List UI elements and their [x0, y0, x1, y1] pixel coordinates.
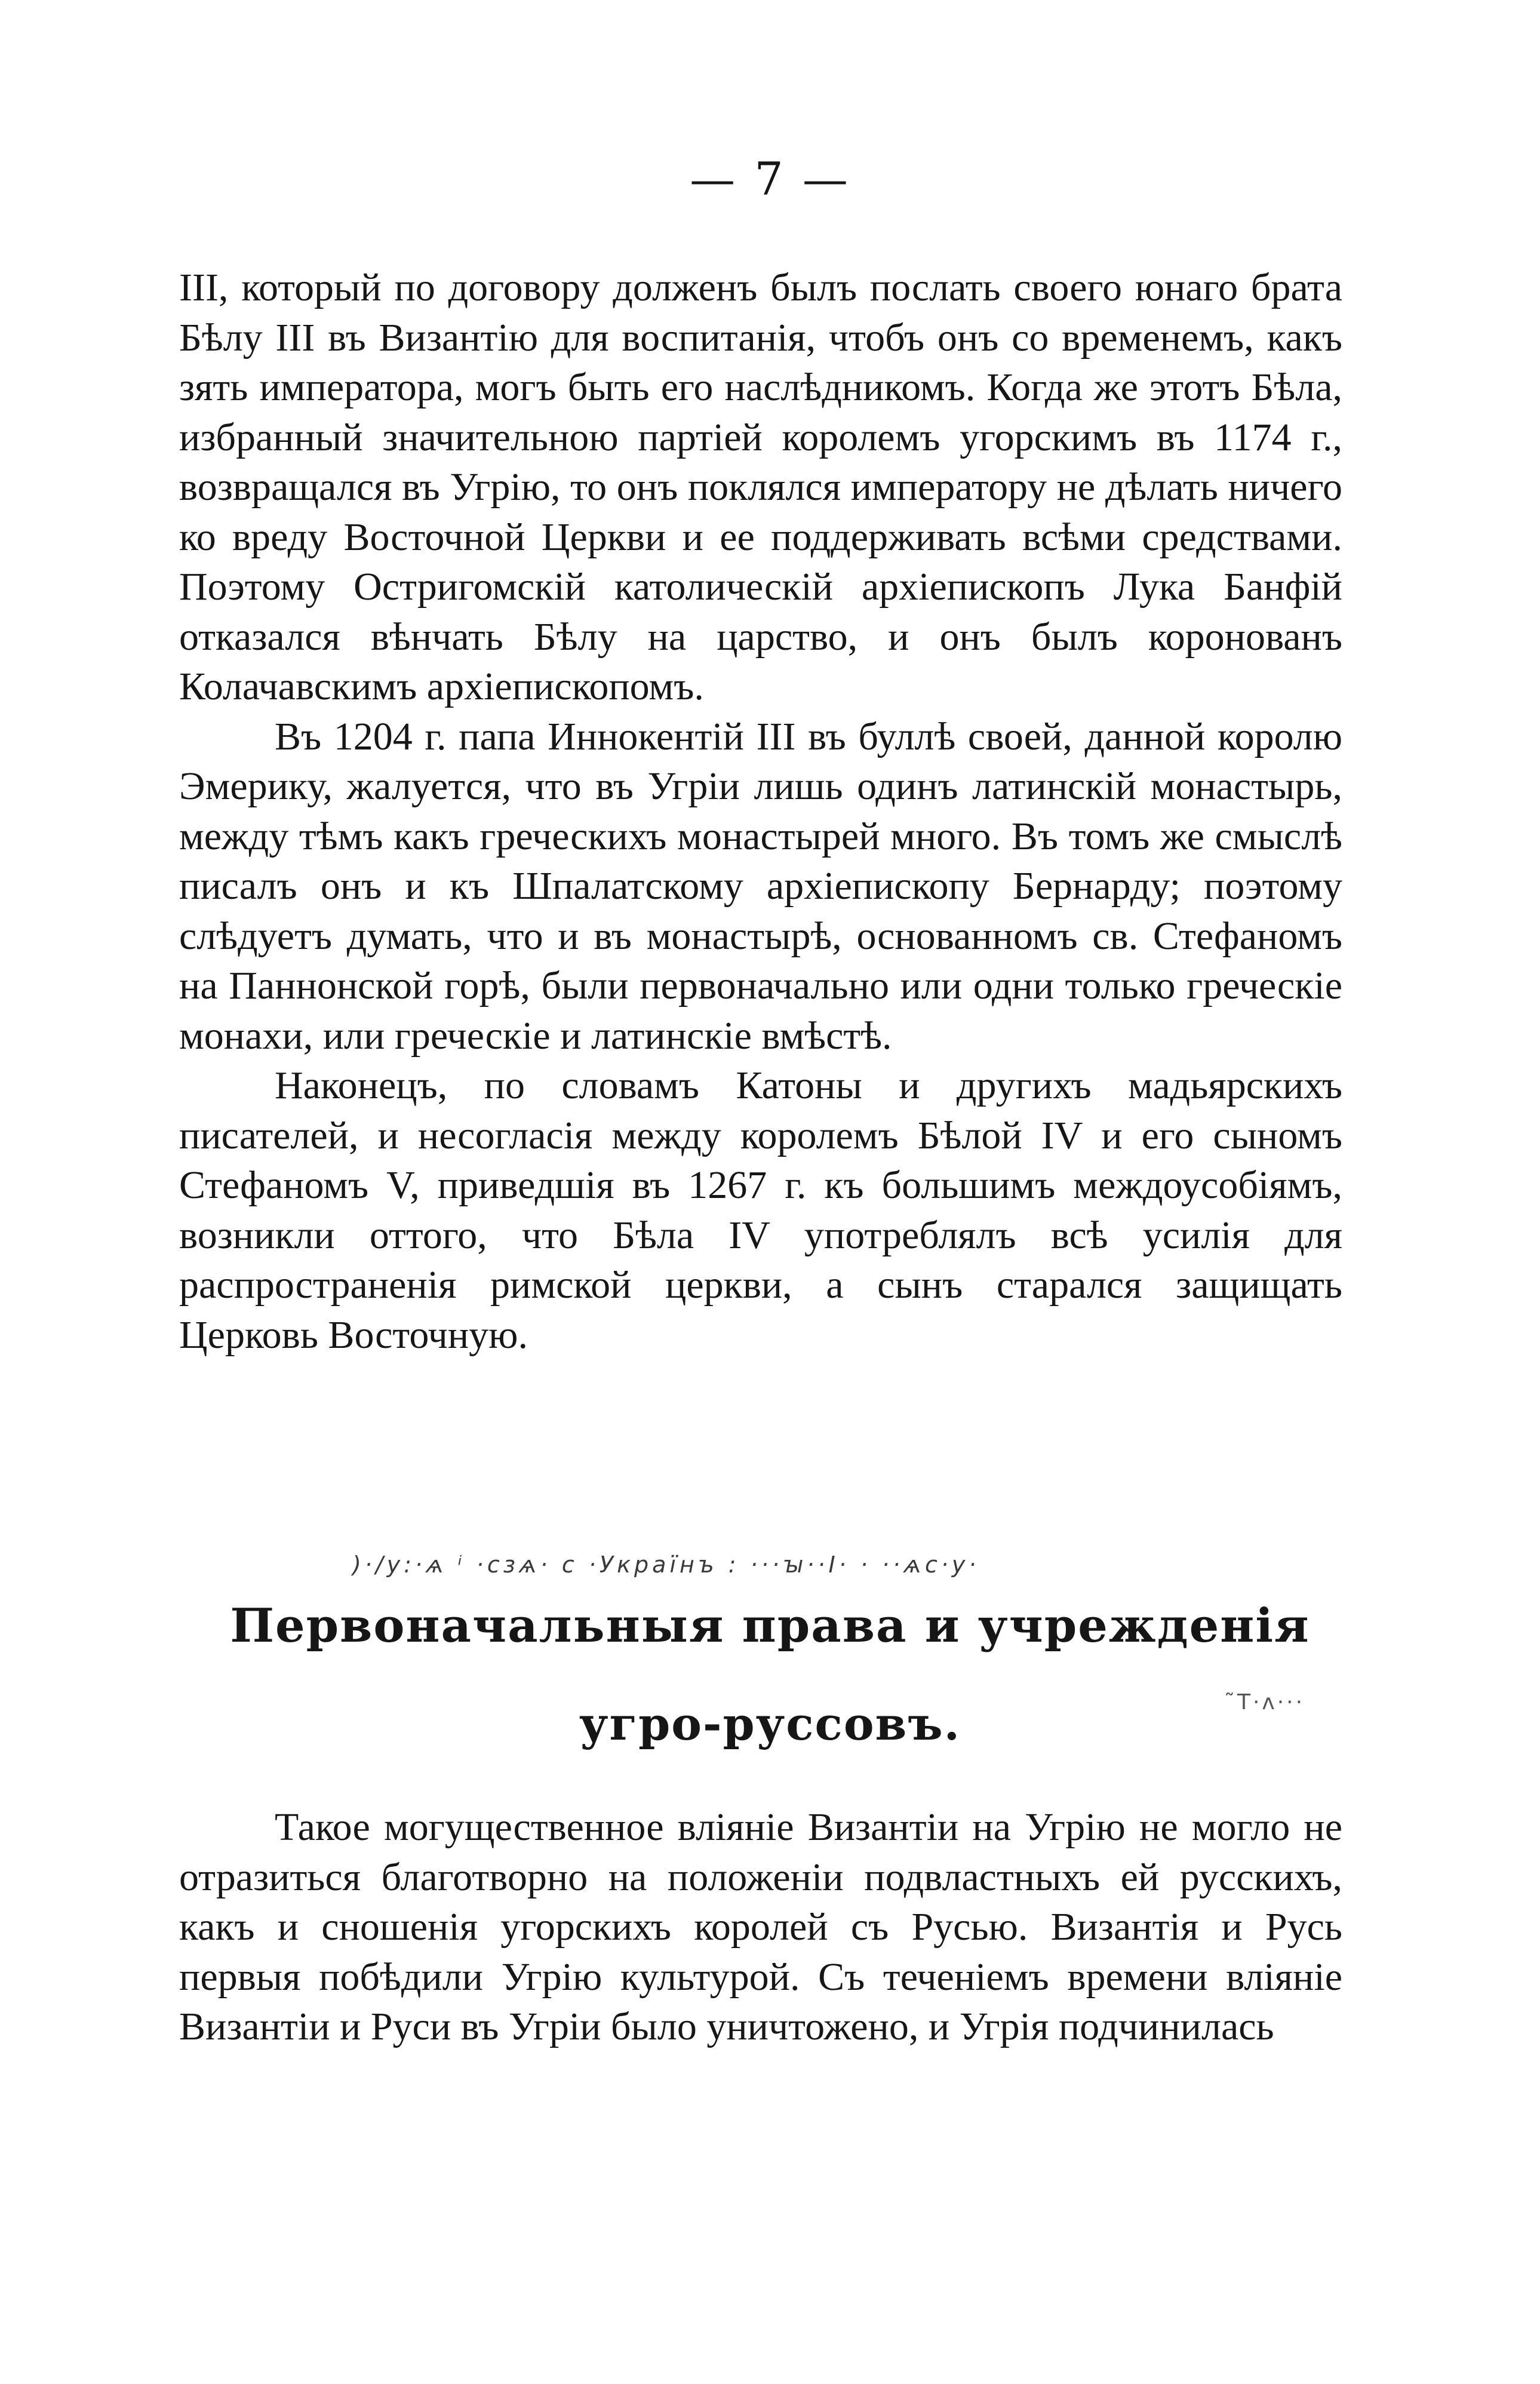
- paragraph-continuation: III, который по договору долженъ былъ послать своего юнаго брата Бѣлу III въ Византію для воспитанія, чтобъ онъ со временемъ, какъ зять императора, могъ быть его наслѣдникомъ. Когда же этотъ Бѣла, избранный значительною партіей королемъ угорскимъ въ 1174 г., возвращался въ Угрію, то онъ поклялся императору не дѣлать ничего ко вреду Восточной Церкви и ее поддерживать всѣми средствами. Поэтому Остригомскій католическій архіепископъ Лука Банфій отказался вѣнчать Бѣлу на царство, и онъ былъ коронованъ Колачавскимъ архіепископомъ.: [179, 266, 1342, 708]
- handwritten-annotation: )·/у:·ѧ ⁱ ·сзѧ· с ·Українъ : ···ꙑ··Ι· · ··ѧс·у·: [352, 1552, 980, 1578]
- page-number: — 7 —: [690, 152, 850, 205]
- body-text-bottom: [179, 1802, 1342, 2052]
- body-text-top: [179, 263, 1342, 1360]
- margin-scribble: ˜Τ·ʌ···: [1224, 1690, 1305, 1715]
- section-heading-line2: угро-руссовъ.: [579, 1697, 961, 1750]
- section-heading-line1: Первоначальныя права и учрежденія: [230, 1599, 1310, 1653]
- paragraph-byzantine-influence: Такое могущественное вліяніе Византіи на Угрію не могло не отразиться благотворно на положеніи подвластныхъ ей русскихъ, какъ и сношенія угорскихъ королей съ Русью. Византія и Русь первыя побѣдили Угрію культурой. Съ теченіемъ времени вліяніе Византіи и Руси въ Угріи было уничтожено, и Угрія подчинилась: [179, 1805, 1342, 2048]
- paragraph-bela-stephen: Наконецъ, по словамъ Катоны и другихъ мадьярскихъ писателей, и несогласія между королемъ Бѣлой IV и его сыномъ Стефаномъ V, приведшія въ 1267 г. къ большимъ междоусобіямъ, возникли оттого, что Бѣла IV употреблялъ всѣ усилія для распространенія римской церкви, а сынъ старался защищать Церковь Восточную.: [179, 1064, 1342, 1357]
- paragraph-innocent-bull: Въ 1204 г. папа Иннокентій III въ буллѣ своей, данной королю Эмерику, жалуется, что въ Угріи лишь одинъ латинскій монастырь, между тѣмъ какъ греческихъ монастырей много. Въ томъ же смыслѣ писалъ онъ и къ Шпалатскому архіепископу Бернарду; поэтому слѣдуетъ думать, что и въ монастырѣ, основанномъ св. Стефаномъ на Паннонской горѣ, были первоначально или одни только греческіе монахи, или греческіе и латинскіе вмѣстѣ.: [179, 714, 1342, 1058]
